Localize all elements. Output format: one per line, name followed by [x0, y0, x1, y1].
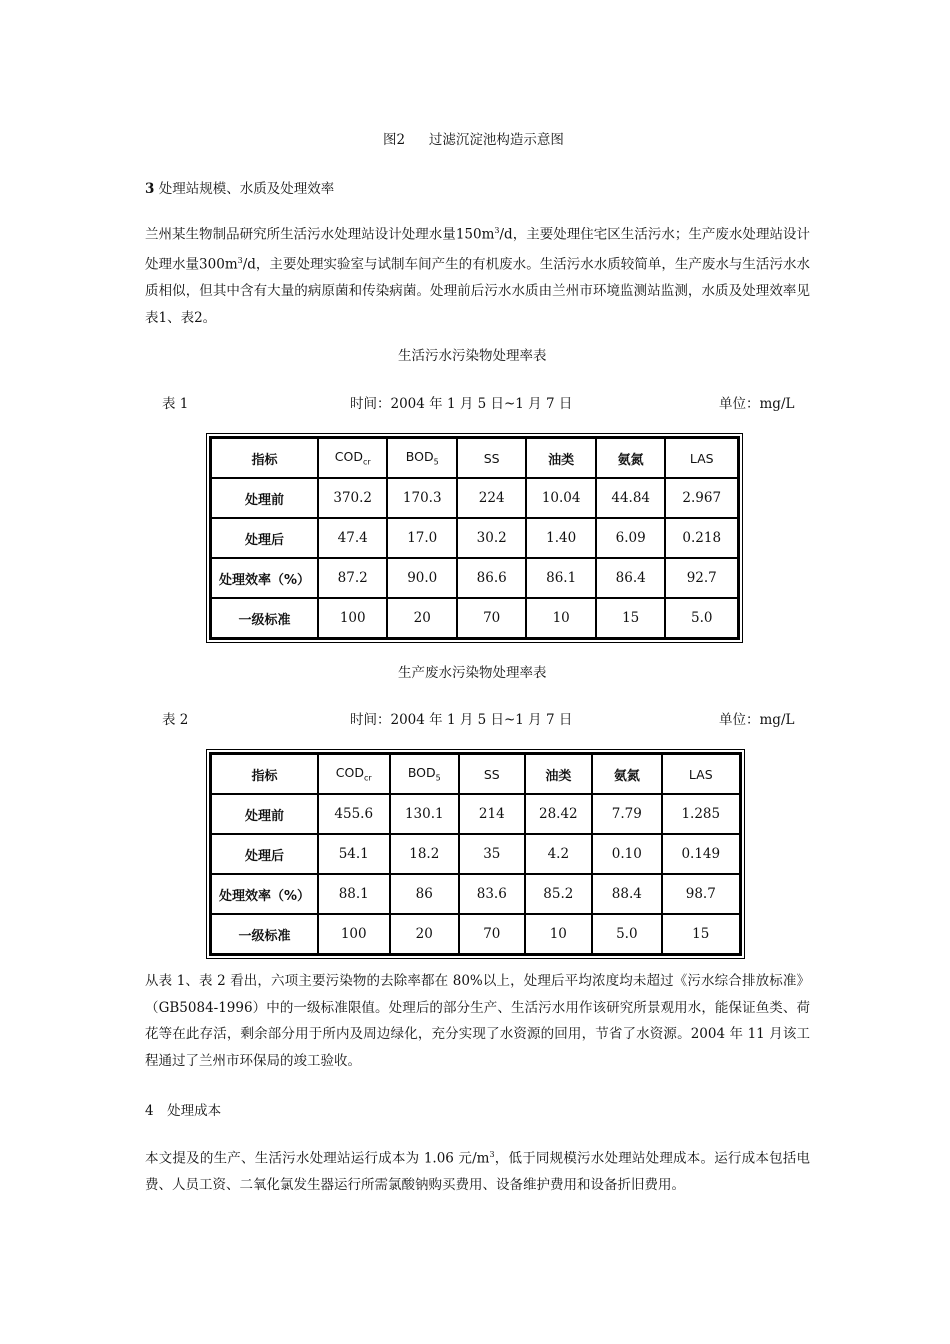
table-row: [211, 438, 738, 478]
table-2-time: 时间：2004 年 1 月 5 日~1 月 7 日: [350, 712, 573, 728]
table-cell: 6.09: [596, 518, 666, 558]
table-cell: 90.0: [387, 558, 457, 598]
table-cell: 47.4: [318, 518, 388, 558]
table-1-unit: 单位：mg/L: [719, 396, 795, 412]
table-header-cell: 油类: [525, 754, 593, 794]
row-label: 一级标准: [211, 598, 318, 638]
table-2-label: 表 2: [162, 712, 189, 728]
section-4-heading: 4 处理成本: [145, 1103, 222, 1119]
table-cell: 130.1: [390, 794, 460, 834]
table-header-cell: 氨氮: [596, 438, 666, 478]
table-row: [211, 598, 738, 638]
table-header-cell: 指标: [211, 754, 318, 794]
table-2-unit: 单位：mg/L: [719, 712, 795, 728]
table-row: [211, 754, 740, 794]
table-1-label: 表 1: [162, 396, 189, 412]
table-cell: 92.7: [665, 558, 738, 598]
conclusion-paragraph: 从表 1、表 2 看出，六项主要污染物的去除率都在 80%以上，处理后平均浓度均未超过《污水综合排放标准》（GB5084-1996）中的一级标准限值。处理后的部分生产、生活污水用作该研究所景观用水，能保证鱼类、荷花等在此存活，剩余部分用于所内及周边绿化，充分实现了水资源的回用，节省了水资源。2004 年 11 月该工程通过了兰州市环保局的竣工验收。: [145, 973, 810, 1069]
table-cell: 100: [318, 598, 388, 638]
table-cell: 170.3: [387, 478, 457, 518]
table-cell: 0.218: [665, 518, 738, 558]
table-cell: 30.2: [457, 518, 526, 558]
table-header-cell: LAS: [665, 438, 738, 478]
table-header-cell: 指标: [211, 438, 318, 478]
table-row: [211, 874, 740, 914]
table-header-cell: $COD_{cr}$: [318, 438, 388, 478]
table-cell: 224: [457, 478, 526, 518]
row-label: 一级标准: [211, 914, 318, 954]
table-1: [209, 436, 740, 640]
table-row: [211, 914, 740, 954]
section-4-paragraph: 本文提及的生产、生活污水处理站运行成本为 1.06 元$/m^3$，低于同规模污水处理站处理成本。运行成本包括电费、人员工资、二氧化氯发生器运行所需氯酸钠购买费用、设备维护费用和设备折旧费用。: [145, 1150, 810, 1193]
row-label: 处理后: [211, 518, 318, 558]
table-2-title: 生产废水污染物处理率表: [398, 665, 547, 681]
table-header-cell: $COD_{cr}$: [318, 754, 390, 794]
table-cell: 10.04: [526, 478, 596, 518]
table-cell: 20: [390, 914, 460, 954]
row-label: 处理后: [211, 834, 318, 874]
table-cell: 214: [459, 794, 524, 834]
section-3-paragraph: 兰州某生物制品研究所生活污水处理站设计处理水量$150m^3/d$，主要处理住宅区生活污水；生产废水处理站设计处理水量$300m^3/d$，主要处理实验室与试制车间产生的有机废水。生活污水水质较简单，生产废水与生活污水水质相似，但其中含有大量的病原菌和传染病菌。处理前后污水水质由兰州市环境监测站监测，水质及处理效率见表1、表2。: [145, 226, 810, 326]
table-header-cell: 氨氮: [592, 754, 661, 794]
table-cell: 4.2: [525, 834, 593, 874]
table-cell: 83.6: [459, 874, 524, 914]
table-cell: 88.4: [592, 874, 661, 914]
table-cell: 28.42: [525, 794, 593, 834]
table-cell: 35: [459, 834, 524, 874]
table-cell: 18.2: [390, 834, 460, 874]
table-cell: 5.0: [665, 598, 738, 638]
table-row: [211, 794, 740, 834]
table-cell: 70: [457, 598, 526, 638]
table-cell: 17.0: [387, 518, 457, 558]
table-cell: 2.967: [665, 478, 738, 518]
table-cell: 370.2: [318, 478, 388, 518]
table-row: [211, 558, 738, 598]
table-cell: 1.40: [526, 518, 596, 558]
table-cell: 86.4: [596, 558, 666, 598]
table-cell: 7.79: [592, 794, 661, 834]
table-cell: 85.2: [525, 874, 593, 914]
table-cell: 87.2: [318, 558, 388, 598]
table-1-time: 时间：2004 年 1 月 5 日~1 月 7 日: [350, 396, 573, 412]
table-cell: 10: [526, 598, 596, 638]
table-cell: 10: [525, 914, 593, 954]
table-cell: 20: [387, 598, 457, 638]
table-header-cell: SS: [459, 754, 524, 794]
table-cell: 5.0: [592, 914, 661, 954]
table-cell: 54.1: [318, 834, 390, 874]
section-3-heading: [145, 177, 334, 197]
table-cell: 44.84: [596, 478, 666, 518]
table-cell: 15: [662, 914, 740, 954]
table-cell: 100: [318, 914, 390, 954]
row-label: 处理效率（%）: [211, 874, 318, 914]
row-label: 处理前: [211, 478, 318, 518]
table-header-cell: SS: [457, 438, 526, 478]
table-cell: 0.10: [592, 834, 661, 874]
table-2: [209, 752, 742, 956]
figure-caption: 图2 过滤沉淀池构造示意图: [383, 132, 564, 148]
table-cell: 1.285: [662, 794, 740, 834]
table-row: [211, 834, 740, 874]
row-label: 处理前: [211, 794, 318, 834]
table-cell: 86: [390, 874, 460, 914]
table-cell: 455.6: [318, 794, 390, 834]
table-cell: 88.1: [318, 874, 390, 914]
section-3-number: 3: [145, 181, 155, 197]
table-cell: 86.1: [526, 558, 596, 598]
table-cell: 70: [459, 914, 524, 954]
table-cell: 86.6: [457, 558, 526, 598]
row-label: 处理效率（%）: [211, 558, 318, 598]
table-cell: 0.149: [662, 834, 740, 874]
table-cell: 15: [596, 598, 666, 638]
table-1-title: 生活污水污染物处理率表: [398, 348, 547, 364]
table-header-cell: LAS: [662, 754, 740, 794]
table-header-cell: 油类: [526, 438, 596, 478]
section-3-title: 处理站规模、水质及处理效率: [158, 181, 335, 197]
table-header-cell: $BOD_5$: [390, 754, 460, 794]
table-row: [211, 478, 738, 518]
table-row: [211, 518, 738, 558]
table-header-cell: $BOD_5$: [387, 438, 457, 478]
table-cell: 98.7: [662, 874, 740, 914]
